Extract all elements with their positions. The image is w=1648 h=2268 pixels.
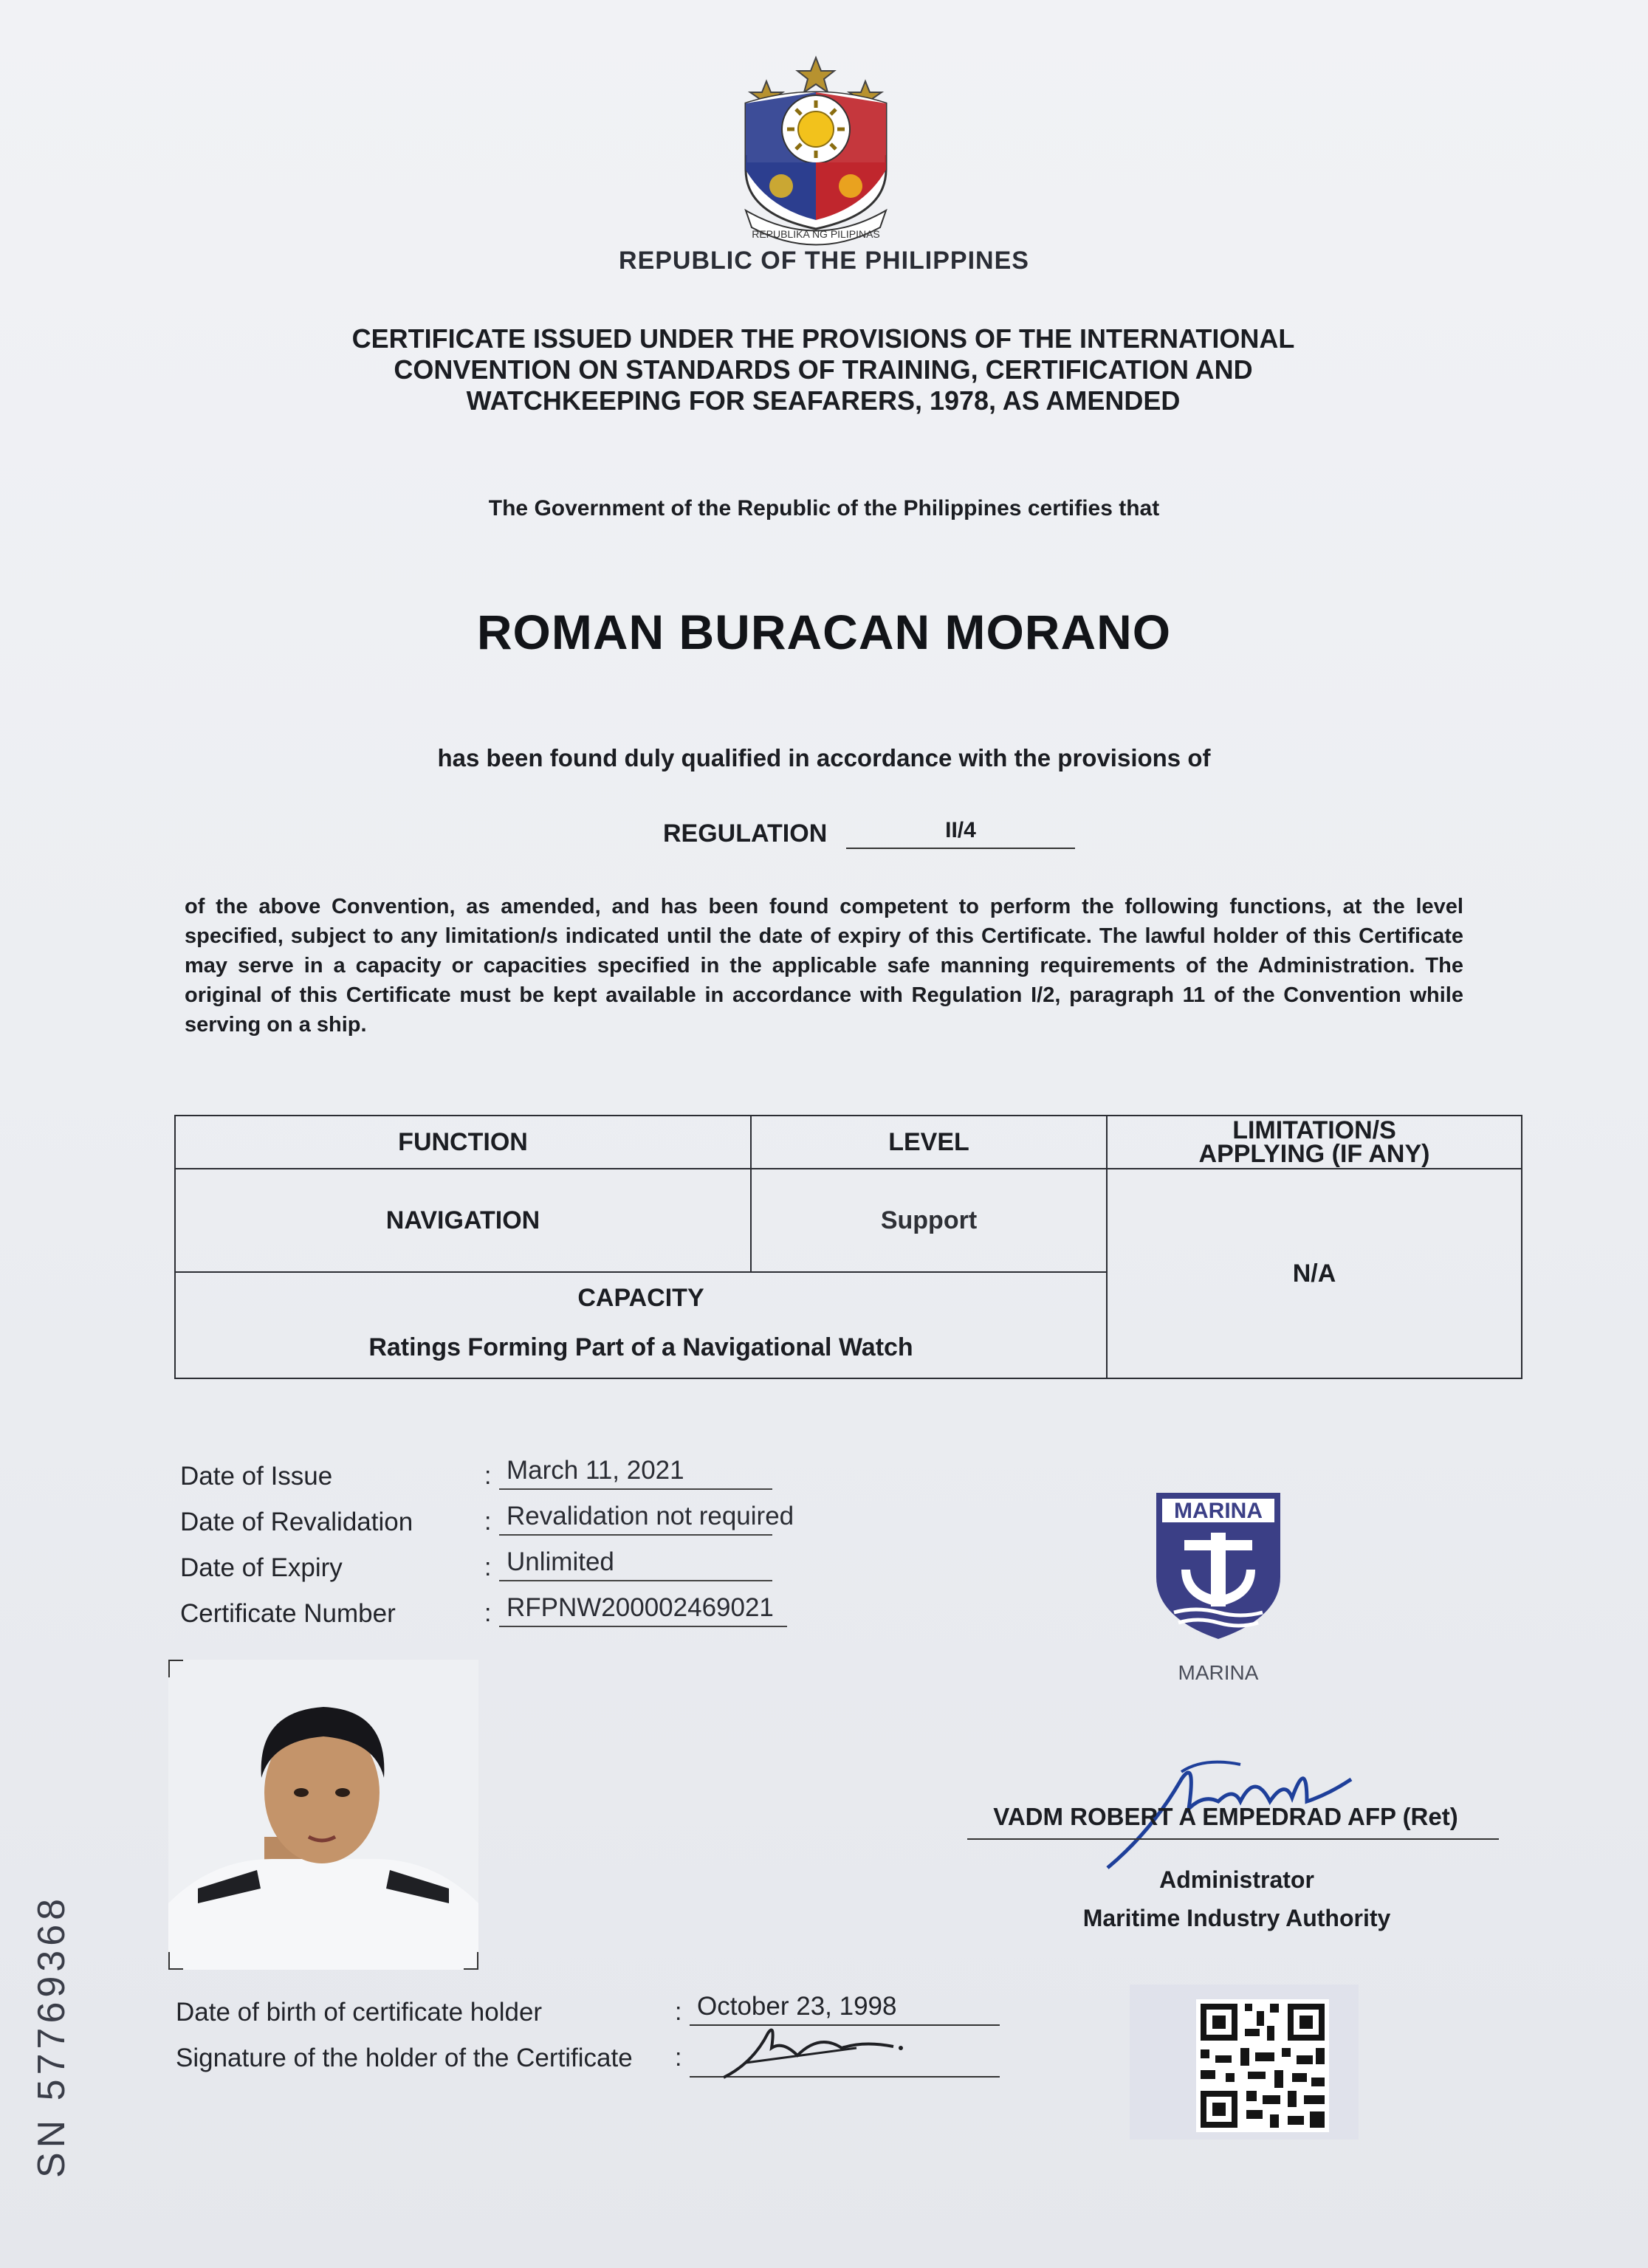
- header-limitations: [1107, 1116, 1522, 1169]
- signatory-title: Administrator: [1159, 1866, 1314, 1893]
- philippines-seal-icon: [724, 52, 908, 251]
- regulation-value: II/4: [846, 818, 1075, 849]
- issue-date-field: [499, 1456, 772, 1490]
- signature-line: [967, 1838, 1499, 1840]
- holder-signature-label: Signature of the holder of the Certificate: [176, 2044, 633, 2072]
- capacity-cell: [175, 1272, 1107, 1378]
- revalidation-date-label: Date of Revalidation: [180, 1508, 413, 1536]
- signatory-name: VADM ROBERT A EMPEDRAD AFP (Ret): [993, 1803, 1458, 1830]
- certifies-intro: The Government of the Republic of the Philippines certifies that: [488, 496, 1160, 520]
- heading-line: CONVENTION ON STANDARDS OF TRAINING, CERTIFICATION AND: [394, 354, 1253, 385]
- header-function: FUNCTION: [175, 1116, 751, 1169]
- level-value: Support: [751, 1169, 1107, 1272]
- colon: :: [484, 1462, 492, 1490]
- regulation-label: REGULATION: [663, 819, 828, 848]
- heading-line: WATCHKEEPING FOR SEAFARERS, 1978, AS AMENDED: [466, 385, 1181, 416]
- function-table: [174, 1115, 1522, 1379]
- header-limitations-line2: APPLYING (IF ANY): [1198, 1140, 1430, 1168]
- heading-line: CERTIFICATE ISSUED UNDER THE PROVISIONS OF THE INTERNATIONAL: [351, 323, 1295, 354]
- signatory-organization: Maritime Industry Authority: [1082, 1905, 1391, 1931]
- expiry-date-label: Date of Expiry: [180, 1553, 343, 1582]
- marina-caption: MARINA: [1178, 1661, 1259, 1684]
- holder-signature: [716, 2018, 908, 2085]
- capacity-label: CAPACITY: [577, 1284, 704, 1312]
- qualified-statement: has been found duly qualified in accordance with the provisions of: [437, 744, 1211, 772]
- administrator-signature: [1093, 1728, 1373, 1875]
- marina-logo-text: MARINA: [1174, 1499, 1263, 1523]
- colon: :: [484, 1508, 492, 1536]
- country-title: REPUBLIC OF THE PHILIPPINES: [619, 247, 1029, 275]
- marina-logo-icon: [1152, 1488, 1285, 1643]
- expiry-date-value: Unlimited: [499, 1547, 772, 1581]
- function-value: NAVIGATION: [175, 1169, 751, 1272]
- colon: :: [484, 1599, 492, 1627]
- expiry-date-field: [499, 1547, 772, 1581]
- qr-code-icon: [1130, 1984, 1359, 2140]
- limitations-value: N/A: [1107, 1169, 1522, 1378]
- issue-date-value: March 11, 2021: [499, 1456, 772, 1490]
- dob-value: October 23, 1998: [690, 1992, 1000, 2026]
- certificate-number-label: Certificate Number: [180, 1599, 396, 1628]
- colon: :: [675, 2044, 682, 2072]
- holder-photo: [168, 1660, 478, 1970]
- revalidation-date-field: [499, 1502, 794, 1536]
- revalidation-date-value: Revalidation not required: [499, 1502, 772, 1536]
- certificate-number-field: [499, 1593, 787, 1627]
- serial-number: SN 57769368: [30, 1894, 73, 2178]
- header-limitations-line1: LIMITATION/S: [1232, 1116, 1396, 1144]
- table-row: [175, 1169, 1522, 1272]
- holder-name: ROMAN BURACAN MORANO: [476, 605, 1172, 659]
- certificate-number-value: RFPNW200002469021: [499, 1593, 787, 1627]
- table-header-row: [175, 1116, 1522, 1169]
- colon: :: [675, 1998, 682, 2026]
- seal-text: REPUBLIKA NG PILIPINAS: [752, 228, 880, 240]
- capacity-value: Ratings Forming Part of a Navigational Watch: [368, 1333, 913, 1361]
- certificate-heading: [281, 323, 1366, 416]
- issue-date-label: Date of Issue: [180, 1462, 333, 1491]
- colon: :: [484, 1553, 492, 1581]
- header-level: LEVEL: [751, 1116, 1107, 1169]
- convention-body-text: of the above Convention, as amended, and has been found competent to perform the following functions, at the level specified, subject to any limitation/s indicated until the date of expiry of this Certificate. The lawful holder of this Certificate may serve in a capacity or capacities specified in the applicable safe manning requirements of the Administration. The original of this Certificate must be kept available in accordance with Regulation I/2, paragraph 11 of the Convention while serving on a ship.: [185, 895, 1463, 1037]
- dob-label: Date of birth of certificate holder: [176, 1998, 543, 2027]
